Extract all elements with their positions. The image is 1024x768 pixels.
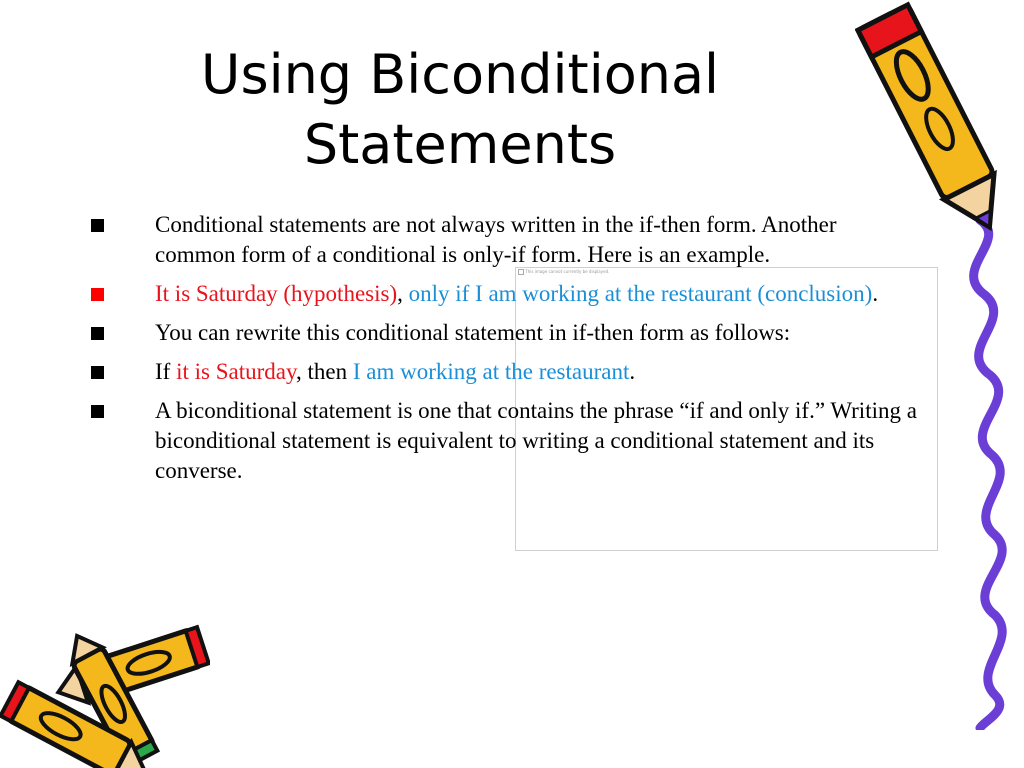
bullet-item [88, 396, 918, 486]
squiggle-decoration [940, 200, 1024, 730]
bullet-marker [91, 366, 104, 379]
crossed-pencils-icon [0, 620, 210, 768]
bullet-marker [91, 405, 104, 418]
title-line-1: Using Biconditional [200, 43, 720, 106]
bullet-text-segment: it is Saturday [176, 359, 296, 384]
bullet-marker [91, 288, 104, 301]
bullet-item [88, 279, 918, 309]
bullet-text-segment: If [155, 359, 177, 384]
bullet-text-segment: It is Saturday (hypothesis) [155, 281, 398, 306]
bullet-text-segment: I am working at the restaurant [352, 359, 630, 384]
bullet-text-segment: . [872, 281, 879, 306]
bullet-text-segment: You can rewrite this conditional statement in if-then form as follows: [155, 320, 791, 345]
pencil-icon [855, 0, 1015, 245]
bullet-item [88, 357, 918, 387]
bullet-text-segment: Conditional statements are not always written in the if-then form. Another common form of a conditional is only-if form. Here is an example. [155, 212, 837, 267]
slide-title [150, 40, 770, 180]
bullet-item [88, 318, 918, 348]
bullet-text-segment: only if I am working at the restaurant (conclusion) [408, 281, 873, 306]
title-line-2: Statements [303, 113, 617, 176]
bullet-text-segment: , [397, 281, 409, 306]
bullet-text-segment: . [629, 359, 636, 384]
bullet-marker [91, 219, 104, 232]
bullet-list [88, 210, 918, 495]
bullet-marker [91, 327, 104, 340]
bullet-text-segment: , then [295, 359, 353, 384]
bullet-text-segment: A biconditional statement is one that contains the phrase “if and only if.” Writing a biconditional statement is equivalent to writing a conditional statement and its converse. [155, 398, 917, 483]
bullet-item [88, 210, 918, 270]
placeholder-caption: This image cannot currently be displayed. [525, 269, 610, 274]
